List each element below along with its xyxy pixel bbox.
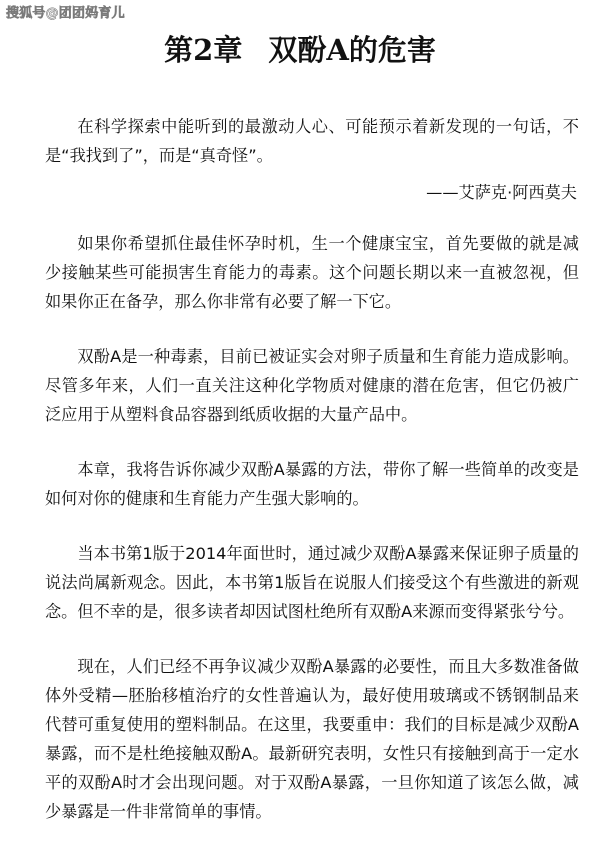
chapter-number: 第2章: [164, 33, 243, 67]
epigraph-attribution: ——艾萨克·阿西莫夫: [426, 183, 577, 202]
chapter-title: [0, 28, 600, 69]
body-paragraph-3: 本章，我将告诉你减少双酚A暴露的方法，带你了解一些简单的改变是如何对你的健康和生育能力产生强大影响的。: [45, 460, 579, 508]
epigraph-quote: 在科学探索中能听到的最激动人心、可能预示着新发现的一句话，不是“我找到了”，而是“真奇怪”。: [45, 117, 579, 165]
body-paragraph-4: 当本书第1版于2014年面世时，通过减少双酚A暴露来保证卵子质量的说法尚属新观念。因此，本书第1版旨在说服人们接受这个有些激进的新观念。但不幸的是，很多读者却因试图杜绝所有双酚A来源而变得紧张兮兮。: [45, 544, 579, 621]
document-body: [45, 112, 579, 852]
chapter-name: 双酚A的危害: [268, 33, 436, 67]
body-paragraph-1: 如果你希望抓住最佳怀孕时机，生一个健康宝宝，首先要做的就是减少接触某些可能损害生育能力的毒素。这个问题长期以来一直被忽视，但如果你正在备孕，那么你非常有必要了解一下它。: [45, 234, 579, 311]
body-paragraph-2: 双酚A是一种毒素，目前已被证实会对卵子质量和生育能力造成影响。尽管多年来，人们一直关注这种化学物质对健康的潜在危害，但它仍被广泛应用于从塑料食品容器到纸质收据的大量产品中。: [45, 347, 579, 424]
body-paragraph-5: 现在，人们已经不再争议减少双酚A暴露的必要性，而且大多数准备做体外受精—胚胎移植治疗的女性普遍认为，最好使用玻璃或不锈钢制品来代替可重复使用的塑料制品。在这里，我要重申：我们的目标是减少双酚A暴露，而不是杜绝接触双酚A。最新研究表明，女性只有接触到高于一定水平的双酚A时才会出现问题。对于双酚A暴露，一旦你知道了该怎么做，减少暴露是一件非常简单的事情。: [45, 657, 579, 821]
watermark-text: 搜狐号@团团妈育儿: [6, 6, 125, 21]
